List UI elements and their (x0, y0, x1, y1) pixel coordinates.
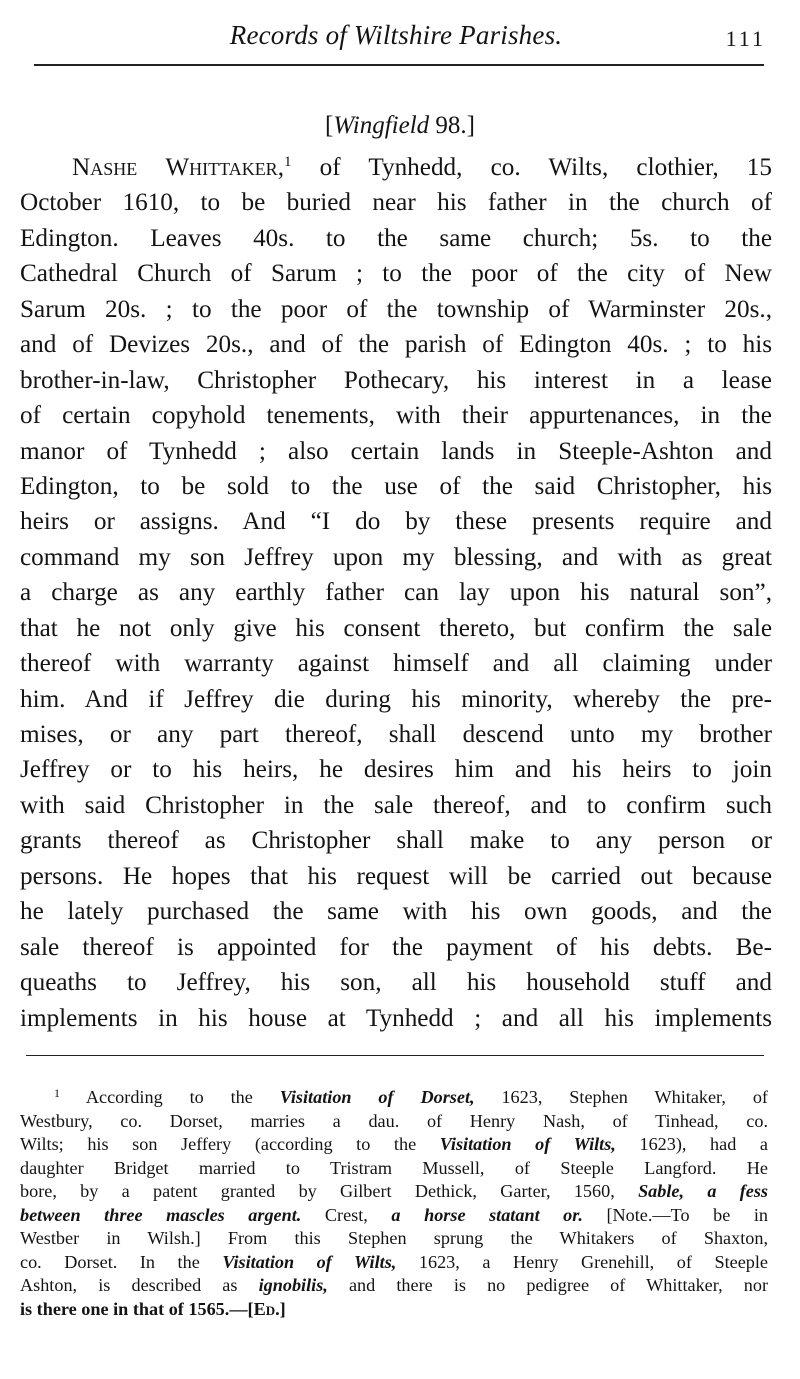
entry-heading (0, 112, 800, 140)
footnote-italic: Sable, a fess (638, 1181, 768, 1201)
footnote-text: Ashton, is described as (20, 1275, 259, 1295)
heading-number: 98.] (435, 112, 475, 139)
body-line: Jeffrey or to his heirs, he desires him and his heirs to join (20, 756, 772, 784)
footnote-line (20, 1086, 768, 1110)
footnote-line: Westbury, co. Dorset, marries a dau. of Henry Nash, of Tinhead, co. (20, 1110, 768, 1131)
footnote-italic: Visitation of Wilts, (439, 1134, 616, 1154)
footnote-line (20, 1274, 768, 1298)
footnote-text: 1623, a Henry Grenehill, of Steeple (396, 1251, 768, 1272)
body-line: he lately purchased the same with his own goods, and the (20, 898, 772, 926)
heading-place: Wingfield (333, 112, 430, 139)
footnote-text: 1623), had a (615, 1134, 768, 1154)
body-line: manor of Tynhedd ; also certain lands in Steeple-Ashton and (20, 437, 772, 465)
body-line: him. And if Jeffrey die during his minority, whereby the pre- (20, 685, 772, 713)
testator-surname: Whittaker, (165, 154, 284, 181)
footnote-line (20, 1204, 768, 1228)
footnote-rule (26, 1055, 764, 1056)
body-line: Edington. Leaves 40s. to the same church; 5s. to the (20, 224, 772, 252)
body-line: a charge as any earthly father can lay upon his natural son”, (20, 579, 772, 607)
footnote-reference: 1 (284, 154, 292, 170)
footnote-line: daughter Bridget married to Tristram Mussell, of Steeple Langford. He (20, 1157, 768, 1178)
footnote-text: Wilts; his son Jeffery (according to the (20, 1134, 440, 1154)
body-line: with said Christopher in the sale thereof, and to confirm such (20, 791, 772, 819)
heading-open-bracket: [ (325, 112, 334, 139)
body-line: Sarum 20s. ; to the poor of the township of Warminster 20s., (20, 295, 772, 323)
footnote-text: 1623, Stephen Whitaker, of (474, 1087, 768, 1107)
body-line: implements in his house at Tynhedd ; and all his implements (20, 1004, 772, 1032)
will-abstract (20, 150, 772, 1036)
footnote-italic: ignobilis, (258, 1275, 328, 1295)
footnote-text: is there one in that of 1565.—[ (20, 1298, 254, 1319)
editor-mark: Ed. (253, 1298, 280, 1319)
body-line: persons. He hopes that his request will be carried out because (20, 862, 772, 890)
body-line: sale thereof is appointed for the payment of his debts. Be- (20, 933, 772, 961)
footnote-text: bore, by a patent granted by Gilbert Dethick, Garter, 1560, (20, 1181, 639, 1201)
body-line: October 1610, to be buried near his father in the church of (20, 189, 772, 217)
body-line (20, 150, 772, 185)
footnote-line (20, 1298, 768, 1322)
footnote-line: Westber in Wilsh.] From this Stephen sprung the Whitakers of Shaxton, (20, 1228, 768, 1248)
body-line: and of Devizes 20s., and of the parish of Edington 40s. ; to his (20, 331, 772, 359)
running-header (22, 14, 770, 60)
footnote-italic: Visitation of Wilts, (222, 1251, 397, 1272)
footnote-italic: Visitation of Dorset, (279, 1087, 475, 1107)
footnote-text: co. Dorset. In the (20, 1251, 223, 1272)
body-line-text: of Tynhedd, co. Wilts, clothier, 15 (291, 154, 772, 181)
body-line: Edington, to be sold to the use of the said Christopher, his (20, 472, 772, 500)
footnote-text: ] (279, 1298, 286, 1319)
footnote-italic: a horse statant or. (391, 1204, 583, 1225)
footnote-italic: between three mascles argent. (20, 1204, 302, 1225)
footnote-line (20, 1133, 768, 1157)
body-line: command my son Jeffrey upon my blessing, and with as great (20, 543, 772, 571)
body-line: mises, or any part thereof, shall descend unto my brother (20, 721, 772, 748)
testator-first-name: Nashe (72, 154, 138, 181)
body-line: that he not only give his consent thereto, but confirm the sale (20, 614, 772, 642)
body-line: brother-in-law, Christopher Pothecary, his interest in a lease (20, 366, 772, 394)
body-line: thereof with warranty against himself and all claiming under (20, 650, 772, 678)
running-title: Records of Wiltshire Parishes. (229, 20, 563, 50)
footnote-line (20, 1180, 768, 1204)
footnote-marker: 1 (54, 1086, 60, 1100)
body-line: grants thereof as Christopher shall make to any person or (20, 827, 772, 855)
page-number: 111 (725, 26, 766, 51)
footnote-text: [Note.—To be in (582, 1204, 768, 1225)
body-line: queaths to Jeffrey, his son, all his household stuff and (20, 969, 772, 997)
footnote (20, 1086, 768, 1321)
body-line: of certain copyhold tenements, with their appurtenances, in the (20, 402, 772, 430)
footnote-text: Crest, (301, 1204, 392, 1225)
footnote-line (20, 1251, 768, 1275)
footnote-text: and there is no pedigree of Whittaker, nor (327, 1275, 768, 1295)
footnote-text: According to the (60, 1087, 280, 1107)
body-line: heirs or assigns. And “I do by these presents require and (20, 508, 772, 536)
header-rule (34, 64, 764, 66)
body-line: Cathedral Church of Sarum ; to the poor of the city of New (20, 260, 772, 288)
